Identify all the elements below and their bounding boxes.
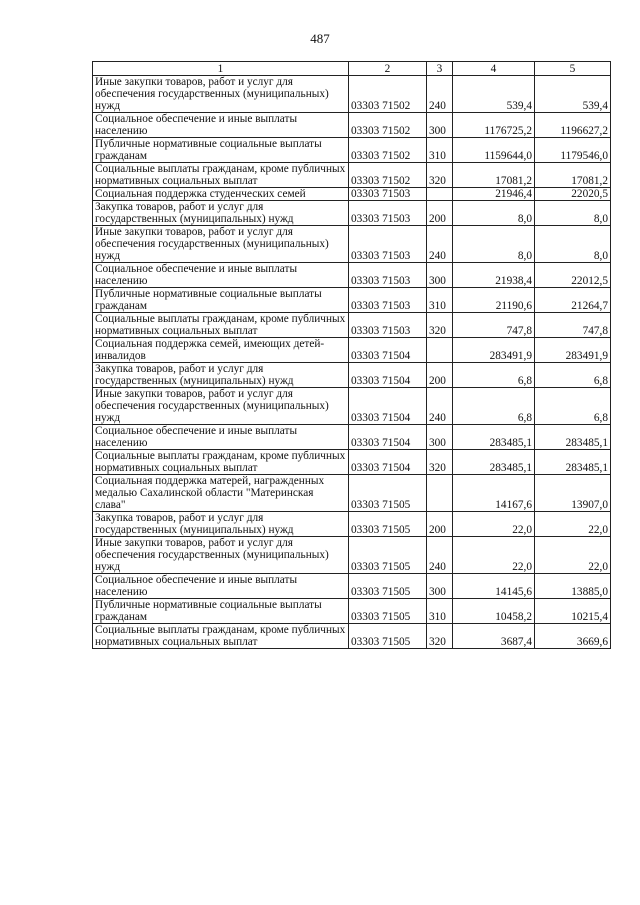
table-row	[93, 188, 611, 201]
row-code: 03303 71504	[349, 388, 427, 425]
table-body	[93, 76, 611, 649]
table-row	[93, 512, 611, 537]
row-expense-type: 300	[427, 574, 453, 599]
row-expense-type: 310	[427, 138, 453, 163]
row-name: Социальная поддержка матерей, награжденных медалью Сахалинской области "Материнская слава"	[93, 475, 349, 512]
row-value-1: 283485,1	[453, 450, 535, 475]
row-code: 03303 71503	[349, 288, 427, 313]
row-name: Социальное обеспечение и иные выплаты населению	[93, 425, 349, 450]
column-header-name: 1	[93, 62, 349, 76]
row-expense-type: 320	[427, 313, 453, 338]
row-value-2: 13907,0	[535, 475, 611, 512]
row-expense-type: 240	[427, 76, 453, 113]
row-code: 03303 71505	[349, 537, 427, 574]
table-row	[93, 338, 611, 363]
table-row	[93, 425, 611, 450]
row-value-2: 539,4	[535, 76, 611, 113]
row-code: 03303 71505	[349, 624, 427, 649]
row-value-2: 10215,4	[535, 599, 611, 624]
budget-table	[92, 61, 611, 649]
row-value-2: 6,8	[535, 363, 611, 388]
row-code: 03303 71504	[349, 450, 427, 475]
row-expense-type: 300	[427, 113, 453, 138]
row-name: Иные закупки товаров, работ и услуг для обеспечения государственных (муниципальных) нужд	[93, 76, 349, 113]
row-expense-type: 300	[427, 263, 453, 288]
row-code: 03303 71502	[349, 76, 427, 113]
row-name: Социальное обеспечение и иные выплаты населению	[93, 574, 349, 599]
row-value-2: 8,0	[535, 201, 611, 226]
row-value-1: 8,0	[453, 201, 535, 226]
row-code: 03303 71504	[349, 425, 427, 450]
column-header-type: 3	[427, 62, 453, 76]
row-value-2: 3669,6	[535, 624, 611, 649]
row-value-2: 17081,2	[535, 163, 611, 188]
row-expense-type: 200	[427, 201, 453, 226]
row-value-1: 283485,1	[453, 425, 535, 450]
row-expense-type: 320	[427, 163, 453, 188]
row-value-1: 8,0	[453, 226, 535, 263]
row-name: Иные закупки товаров, работ и услуг для обеспечения государственных (муниципальных) нужд	[93, 537, 349, 574]
row-expense-type	[427, 188, 453, 201]
row-code: 03303 71503	[349, 226, 427, 263]
row-name: Социальное обеспечение и иные выплаты населению	[93, 263, 349, 288]
table-row	[93, 288, 611, 313]
row-name: Социальные выплаты гражданам, кроме публичных нормативных социальных выплат	[93, 624, 349, 649]
row-name: Социальная поддержка студенческих семей	[93, 188, 349, 201]
table-row	[93, 138, 611, 163]
row-value-2: 21264,7	[535, 288, 611, 313]
table-row	[93, 475, 611, 512]
row-expense-type	[427, 338, 453, 363]
table-row	[93, 574, 611, 599]
row-value-2: 1179546,0	[535, 138, 611, 163]
row-code: 03303 71502	[349, 138, 427, 163]
table-row	[93, 113, 611, 138]
row-expense-type: 240	[427, 388, 453, 425]
table-row	[93, 76, 611, 113]
row-name: Публичные нормативные социальные выплаты гражданам	[93, 138, 349, 163]
row-value-1: 14145,6	[453, 574, 535, 599]
page-number: 487	[310, 31, 330, 46]
table-row	[93, 537, 611, 574]
row-expense-type: 300	[427, 425, 453, 450]
row-expense-type: 200	[427, 512, 453, 537]
row-value-1: 14167,6	[453, 475, 535, 512]
row-expense-type: 320	[427, 450, 453, 475]
row-value-1: 1176725,2	[453, 113, 535, 138]
header-row	[93, 62, 611, 76]
row-name: Социальные выплаты гражданам, кроме публичных нормативных социальных выплат	[93, 163, 349, 188]
column-header-value-1: 4	[453, 62, 535, 76]
table-row	[93, 450, 611, 475]
row-expense-type: 320	[427, 624, 453, 649]
table-row	[93, 201, 611, 226]
row-value-2: 22012,5	[535, 263, 611, 288]
row-value-2: 13885,0	[535, 574, 611, 599]
row-value-1: 283491,9	[453, 338, 535, 363]
row-name: Иные закупки товаров, работ и услуг для обеспечения государственных (муниципальных) нужд	[93, 388, 349, 425]
row-value-2: 283485,1	[535, 425, 611, 450]
row-expense-type: 310	[427, 288, 453, 313]
row-expense-type: 310	[427, 599, 453, 624]
row-value-2: 6,8	[535, 388, 611, 425]
table-row	[93, 263, 611, 288]
row-expense-type: 200	[427, 363, 453, 388]
row-value-1: 21938,4	[453, 263, 535, 288]
row-value-1: 22,0	[453, 512, 535, 537]
table-row	[93, 313, 611, 338]
row-name: Иные закупки товаров, работ и услуг для обеспечения государственных (муниципальных) нужд	[93, 226, 349, 263]
row-value-1: 6,8	[453, 388, 535, 425]
row-value-1: 21190,6	[453, 288, 535, 313]
row-code: 03303 71505	[349, 512, 427, 537]
row-value-2: 8,0	[535, 226, 611, 263]
row-name: Закупка товаров, работ и услуг для государственных (муниципальных) нужд	[93, 363, 349, 388]
row-value-1: 3687,4	[453, 624, 535, 649]
row-code: 03303 71503	[349, 313, 427, 338]
row-code: 03303 71504	[349, 363, 427, 388]
row-value-1: 10458,2	[453, 599, 535, 624]
row-name: Социальные выплаты гражданам, кроме публичных нормативных социальных выплат	[93, 313, 349, 338]
row-value-1: 539,4	[453, 76, 535, 113]
row-value-1: 22,0	[453, 537, 535, 574]
row-value-2: 22,0	[535, 537, 611, 574]
row-name: Закупка товаров, работ и услуг для государственных (муниципальных) нужд	[93, 201, 349, 226]
row-value-2: 1196627,2	[535, 113, 611, 138]
row-name: Публичные нормативные социальные выплаты гражданам	[93, 599, 349, 624]
row-expense-type: 240	[427, 226, 453, 263]
row-code: 03303 71505	[349, 599, 427, 624]
row-name: Публичные нормативные социальные выплаты гражданам	[93, 288, 349, 313]
row-value-2: 22,0	[535, 512, 611, 537]
table-row	[93, 599, 611, 624]
row-expense-type	[427, 475, 453, 512]
row-name: Социальная поддержка семей, имеющих детей-инвалидов	[93, 338, 349, 363]
row-value-1: 1159644,0	[453, 138, 535, 163]
row-value-1: 747,8	[453, 313, 535, 338]
row-value-1: 17081,2	[453, 163, 535, 188]
row-code: 03303 71505	[349, 475, 427, 512]
column-header-value-2: 5	[535, 62, 611, 76]
table-row	[93, 624, 611, 649]
column-header-code: 2	[349, 62, 427, 76]
row-value-2: 283485,1	[535, 450, 611, 475]
table-row	[93, 388, 611, 425]
table-row	[93, 163, 611, 188]
row-code: 03303 71502	[349, 163, 427, 188]
row-value-2: 22020,5	[535, 188, 611, 201]
row-name: Закупка товаров, работ и услуг для государственных (муниципальных) нужд	[93, 512, 349, 537]
row-code: 03303 71505	[349, 574, 427, 599]
row-code: 03303 71503	[349, 201, 427, 226]
row-code: 03303 71502	[349, 113, 427, 138]
row-name: Социальные выплаты гражданам, кроме публичных нормативных социальных выплат	[93, 450, 349, 475]
row-expense-type: 240	[427, 537, 453, 574]
row-code: 03303 71503	[349, 188, 427, 201]
row-value-1: 21946,4	[453, 188, 535, 201]
row-code: 03303 71504	[349, 338, 427, 363]
row-value-1: 6,8	[453, 363, 535, 388]
row-name: Социальное обеспечение и иные выплаты населению	[93, 113, 349, 138]
row-value-2: 747,8	[535, 313, 611, 338]
row-code: 03303 71503	[349, 263, 427, 288]
table-row	[93, 363, 611, 388]
row-value-2: 283491,9	[535, 338, 611, 363]
table-row	[93, 226, 611, 263]
